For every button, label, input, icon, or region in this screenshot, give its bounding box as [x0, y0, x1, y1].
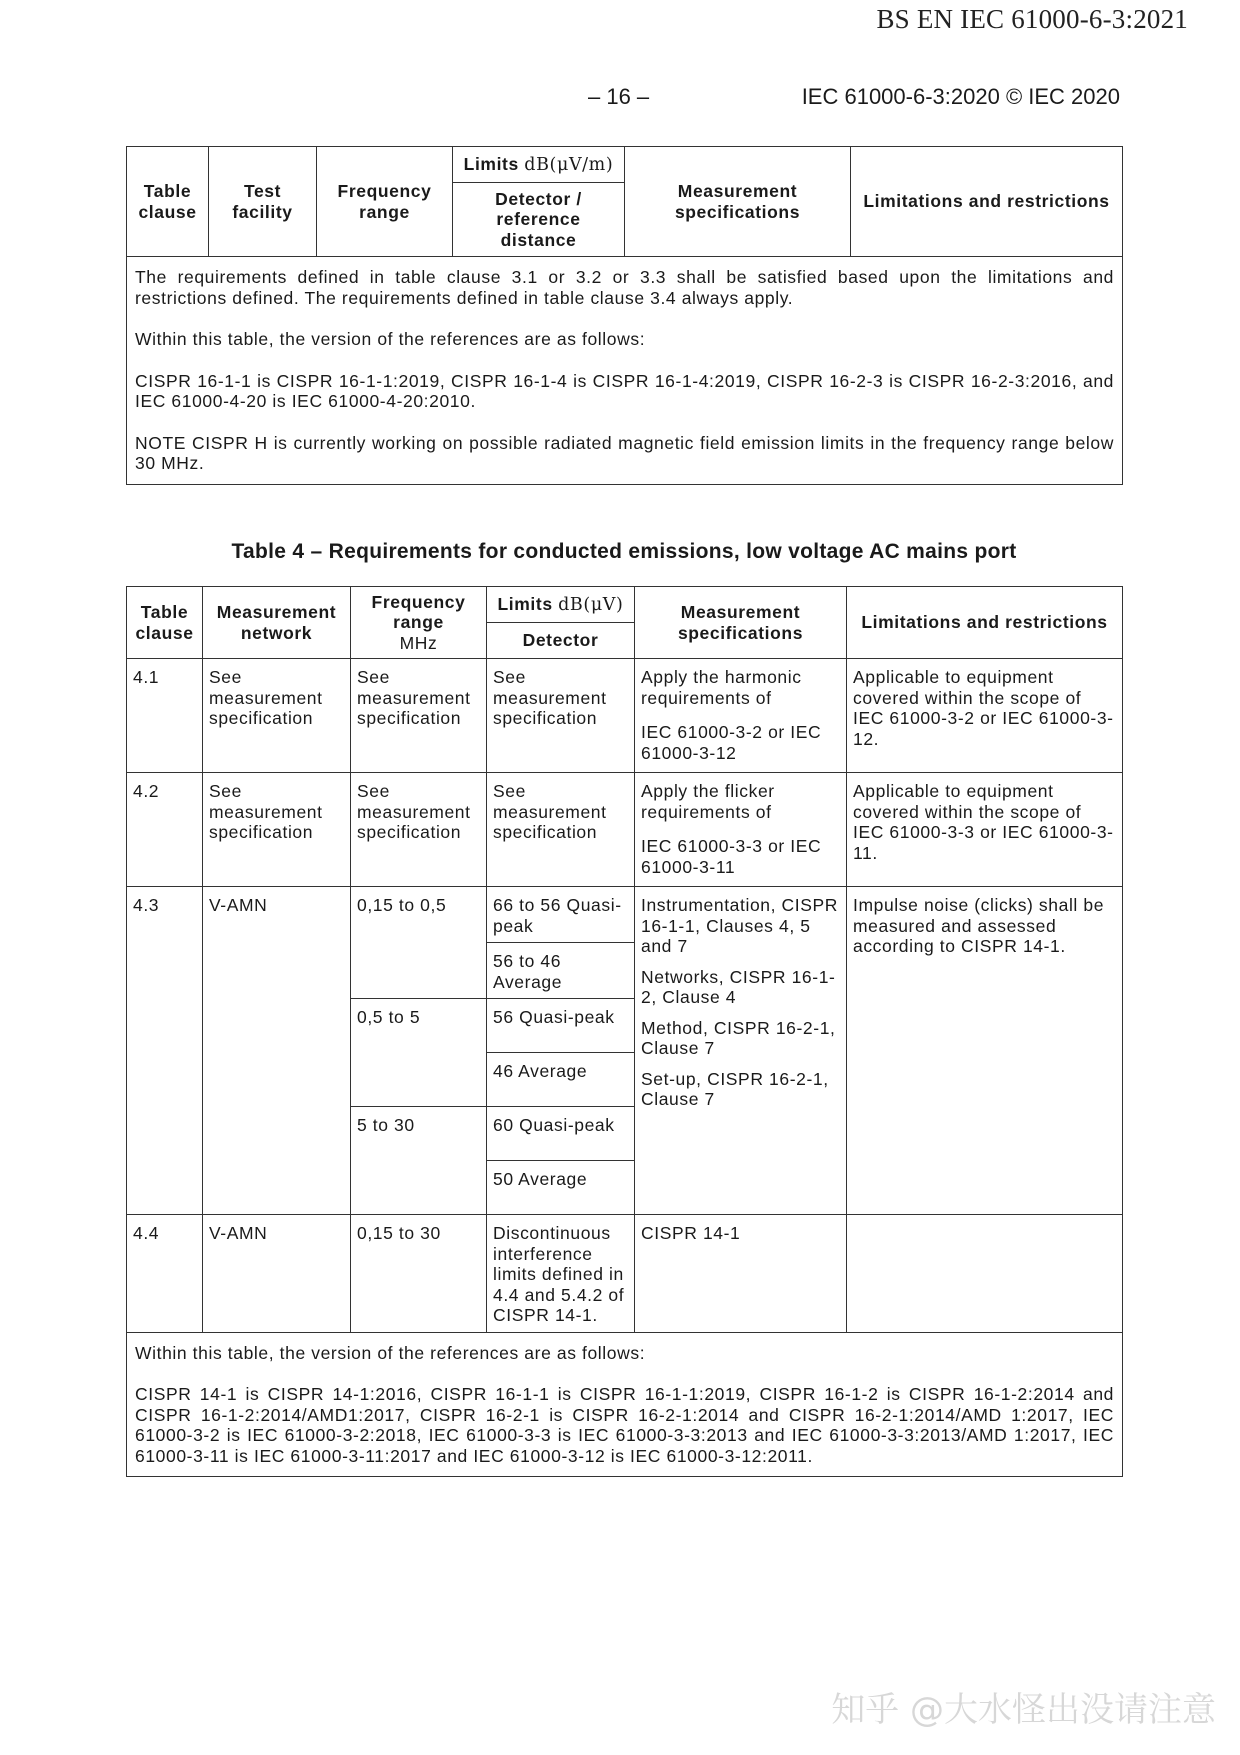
network-cell: V-AMN	[203, 887, 351, 1215]
table-4-notes	[127, 1332, 1123, 1477]
table-3-notes	[127, 257, 1123, 485]
watermark: 知乎 @大水怪出没请注意	[831, 1690, 1216, 1730]
spec-text: Networks, CISPR 16-1-2, Clause 4	[641, 966, 836, 1007]
table-row	[127, 773, 1123, 887]
clause-cell: 4.1	[127, 659, 203, 773]
header-limits	[487, 587, 635, 623]
header-detector: Detector / reference distance	[453, 183, 625, 257]
frequency-cell: 0,15 to 0,5	[351, 887, 487, 999]
header-limits-unit: dB(μV/m)	[524, 154, 614, 175]
header-limitations: Limitations and restrictions	[851, 147, 1123, 257]
header-limits-label: Limits	[497, 593, 553, 614]
frequency-cell: See measurement specification	[351, 773, 487, 887]
header-frequency-unit: MHz	[399, 632, 438, 653]
spec-cell: CISPR 14-1	[635, 1215, 847, 1333]
header-frequency-range	[351, 587, 487, 659]
spec-cell	[635, 773, 847, 887]
header-detector: Detector	[487, 623, 635, 659]
page-number: – 16 –	[588, 84, 650, 109]
detector-cell: 50 Average	[487, 1161, 635, 1215]
header-limits-label: Limits	[463, 153, 519, 174]
table-4	[126, 586, 1123, 1477]
note-paragraph: Within this table, the version of the references are as follows:	[135, 329, 646, 349]
header-frequency-range: Frequency range	[317, 147, 453, 257]
clause-cell: 4.3	[127, 887, 203, 1215]
header-test-facility: Test facility	[209, 147, 317, 257]
spec-text: Apply the flicker requirements of	[641, 781, 775, 822]
clause-cell: 4.2	[127, 773, 203, 887]
spec-text: Instrumentation, CISPR 16-1-1, Clauses 4, 5 and 7	[641, 895, 839, 956]
frequency-cell: 0,5 to 5	[351, 999, 487, 1107]
detector-cell: Discontinuous interference limits defined in 4.4 and 5.4.2 of CISPR 14-1.	[487, 1215, 635, 1333]
table-3-continued	[126, 146, 1123, 485]
table-row	[127, 887, 1123, 943]
limitations-cell: Applicable to equipment covered within the scope of IEC 61000-3-3 or IEC 61000-3-11.	[847, 773, 1123, 887]
table-row	[127, 1215, 1123, 1333]
header-limits-unit: dB(μV)	[558, 594, 624, 615]
spec-text: IEC 61000-3-3 or IEC 61000-3-11	[641, 836, 822, 877]
header-measurement-spec: Measurement specifications	[625, 147, 851, 257]
header-limits	[453, 147, 625, 183]
table-4-caption: Table 4 – Requirements for conducted emissions, low voltage AC mains port	[231, 540, 1017, 563]
document-reference: IEC 61000-6-3:2020 © IEC 2020	[801, 84, 1120, 109]
header-table-clause: Table clause	[127, 587, 203, 659]
header-measurement-network: Measurement network	[203, 587, 351, 659]
note-paragraph: NOTE CISPR H is currently working on possible radiated magnetic field emission limits in the frequency range below 30 MHz.	[135, 432, 1114, 473]
network-cell: V-AMN	[203, 1215, 351, 1333]
detector-cell: 60 Quasi-peak	[487, 1107, 635, 1161]
detector-cell: 46 Average	[487, 1053, 635, 1107]
header-table-clause: Table clause	[127, 147, 209, 257]
limitations-cell	[847, 1215, 1123, 1333]
standard-id: BS EN IEC 61000-6-3:2021	[876, 4, 1188, 34]
note-paragraph: The requirements defined in table clause 3.1 or 3.2 or 3.3 shall be satisfied based upon the limitations and restrictions defined. The requirements defined in table clause 3.4 always apply.	[135, 267, 1114, 308]
spec-text: Apply the harmonic requirements of	[641, 667, 802, 708]
note-paragraph: Within this table, the version of the references are as follows:	[135, 1342, 646, 1363]
network-cell: See measurement specification	[203, 659, 351, 773]
note-paragraph: CISPR 16-1-1 is CISPR 16-1-1:2019, CISPR 16-1-4 is CISPR 16-1-4:2019, CISPR 16-2-3 is CISPR 16-2-3:2016, and IEC 61000-4-20 is IEC 61000-4-20:2010.	[135, 370, 1114, 411]
frequency-cell: See measurement specification	[351, 659, 487, 773]
frequency-cell: 5 to 30	[351, 1107, 487, 1215]
spec-cell	[635, 887, 847, 1215]
limitations-cell: Impulse noise (clicks) shall be measured and assessed according to CISPR 14-1.	[847, 887, 1123, 1215]
detector-cell: See measurement specification	[487, 659, 635, 773]
detector-cell: 56 Quasi-peak	[487, 999, 635, 1053]
network-cell: See measurement specification	[203, 773, 351, 887]
spec-text: Set-up, CISPR 16-2-1, Clause 7	[641, 1068, 829, 1109]
detector-cell: 66 to 56 Quasi-peak	[487, 887, 635, 943]
clause-cell: 4.4	[127, 1215, 203, 1333]
table-row	[127, 659, 1123, 773]
limitations-cell: Applicable to equipment covered within the scope of IEC 61000-3-2 or IEC 61000-3-12.	[847, 659, 1123, 773]
spec-text: Method, CISPR 16-2-1, Clause 7	[641, 1017, 836, 1058]
header-frequency-label: Frequency range	[371, 591, 466, 633]
spec-text: IEC 61000-3-2 or IEC 61000-3-12	[641, 722, 822, 763]
header-measurement-spec: Measurement specifications	[635, 587, 847, 659]
spec-cell	[635, 659, 847, 773]
header-limitations: Limitations and restrictions	[847, 587, 1123, 659]
frequency-cell: 0,15 to 30	[351, 1215, 487, 1333]
detector-cell: 56 to 46 Average	[487, 943, 635, 999]
detector-cell: See measurement specification	[487, 773, 635, 887]
note-paragraph: CISPR 14-1 is CISPR 14-1:2016, CISPR 16-1-1 is CISPR 16-1-1:2019, CISPR 16-1-2 is CISPR 16-1-2:2014 and CISPR 16-1-2:2014/AMD1:2017, CISPR 16-2-1 is CISPR 16-2-1:2014 and CISPR 16-2-1:2014/AMD 1:2017, IEC 61000-3-2 is IEC 61000-3-2:2018, IEC 61000-3-3 is IEC 61000-3-3:2013 and IEC 61000-3-3:2013/AMD 1:2017, IEC 61000-3-11 is IEC 61000-3-11:2017 and IEC 61000-3-12 is IEC 61000-3-12:2011.	[135, 1384, 1114, 1466]
